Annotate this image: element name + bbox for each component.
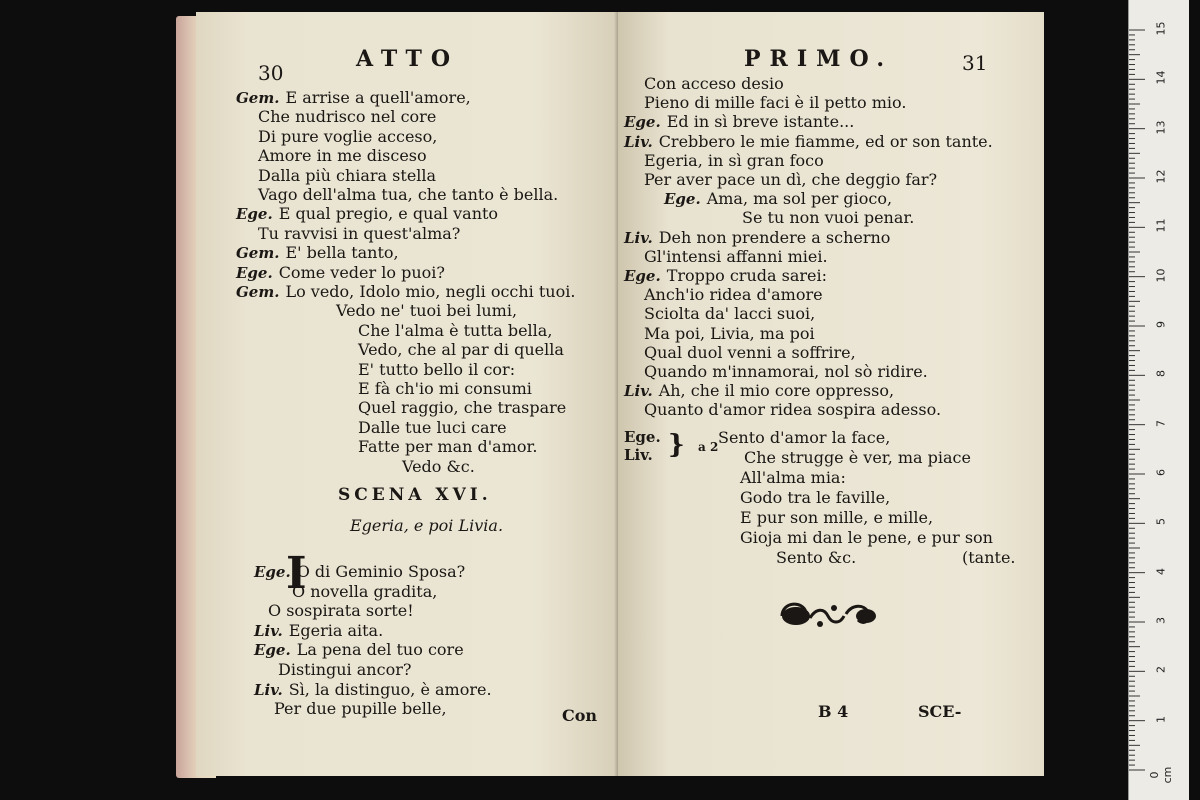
- speaker-label: Ege.: [664, 190, 701, 209]
- right-page-number: 31: [962, 51, 988, 75]
- verse-line: [254, 562, 465, 582]
- verse-text: Vedo ne' tuoi bei lumi,: [336, 301, 518, 321]
- ruler-number: 14: [1154, 70, 1168, 85]
- speaker-label: Ege.: [236, 263, 273, 282]
- duet-line: Sento &c.: [776, 548, 857, 567]
- duet-speaker-1: Ege.: [624, 428, 661, 446]
- verse-line: [254, 621, 383, 641]
- right-running-head: PRIMO.: [744, 46, 894, 72]
- verse-text: Crebbero le mie fiamme, ed or son tante.: [658, 131, 993, 151]
- verse-line: [236, 437, 537, 456]
- verse-text: Quanto d'amor ridea sospira adesso.: [644, 400, 942, 420]
- verse-line: [644, 304, 815, 323]
- speaker-label: Liv.: [624, 228, 653, 247]
- speaker-label: Ege.: [624, 267, 661, 285]
- verse-text: E' bella tanto,: [285, 243, 399, 263]
- speaker-label: Liv.: [624, 132, 653, 151]
- ruler-number: 11: [1154, 218, 1168, 233]
- verse-line: [236, 301, 517, 320]
- verse-line: [236, 107, 436, 126]
- ruler-number: 6: [1154, 469, 1168, 476]
- verse-text: Se tu non vuoi penar.: [742, 208, 915, 228]
- scene-subtitle: Egeria, e poi Livia.: [350, 516, 504, 535]
- verse-text: Gl'intensi affanni miei.: [644, 246, 828, 266]
- duet-speaker-2: Liv.: [624, 446, 653, 464]
- verse-line: [278, 660, 411, 679]
- verse-line: [236, 457, 475, 476]
- verse-text: Lo vedo, Idolo mio, negli occhi tuoi.: [285, 282, 576, 301]
- duet-line: All'alma mia:: [740, 468, 846, 487]
- speaker-label: Liv.: [624, 382, 653, 401]
- verse-line: [624, 132, 993, 152]
- ruler-number: 1: [1154, 715, 1168, 723]
- verse-text: Qual duol venni a soffrire,: [644, 342, 856, 362]
- speaker-label: Ege.: [624, 113, 661, 132]
- verse-text: Ama, ma sol per gioco,: [706, 189, 893, 209]
- verse-text: Ed in sì breve istante...: [666, 112, 855, 132]
- verse-line: [236, 321, 552, 340]
- verse-line: [236, 263, 445, 283]
- verse-line: [624, 381, 894, 401]
- verse-line: [236, 185, 558, 204]
- verse-line: [644, 170, 937, 189]
- duet-line: Gioja mi dan le pene, e pur son: [740, 528, 993, 547]
- duet-marker: a 2: [698, 440, 719, 454]
- verse-text: Che nudrisco nel core: [258, 107, 437, 127]
- duet-brace: }: [668, 430, 685, 460]
- signature-mark: B 4: [818, 702, 849, 721]
- verse-text: Dalla più chiara stella: [258, 165, 437, 185]
- speaker-label: Ege.: [254, 563, 291, 581]
- speaker-label: Ege.: [254, 641, 291, 660]
- verse-line: [236, 88, 471, 108]
- verse-text: Con acceso desio: [644, 74, 784, 93]
- left-page: [196, 12, 618, 776]
- duet-line: Godo tra le faville,: [740, 488, 891, 507]
- ruler-number: 7: [1154, 419, 1168, 427]
- ruler-number: 0 cm: [1148, 766, 1174, 784]
- verse-text: Come veder lo puoi?: [278, 262, 445, 282]
- verse-text: E' tutto bello il cor:: [358, 359, 516, 379]
- ruler-number: 3: [1154, 617, 1168, 624]
- verse-text: Amore in me disceso: [258, 146, 427, 166]
- right-catchword: SCE-: [918, 702, 962, 721]
- verse-line: [644, 400, 941, 419]
- ruler-number: 13: [1154, 120, 1168, 135]
- verse-line: [236, 127, 437, 146]
- ruler-number: 5: [1154, 518, 1168, 526]
- speaker-label: Ege.: [236, 205, 273, 224]
- verse-text: La pena del tuo core: [296, 640, 464, 660]
- printers-ornament-icon: [774, 594, 884, 634]
- verse-text: Vedo, che al par di quella: [358, 340, 564, 360]
- verse-text: Sciolta da' lacci suoi,: [644, 304, 816, 324]
- verse-text: Pieno di mille faci è il petto mio.: [644, 93, 907, 113]
- verse-text: Tu ravvisi in quest'alma?: [258, 223, 461, 243]
- ruler-number: 12: [1154, 169, 1168, 184]
- verse-text: Troppo cruda sarei:: [666, 266, 827, 285]
- verse-text: Deh non prendere a scherno: [658, 227, 891, 247]
- verse-line: [236, 224, 460, 243]
- verse-line: [624, 112, 854, 132]
- verse-text: Ma poi, Livia, ma poi: [644, 323, 815, 343]
- verse-line: [236, 204, 498, 224]
- verse-line: [236, 166, 436, 185]
- verse-text: Che l'alma è tutta bella,: [358, 320, 553, 340]
- speaker-label: Gem.: [236, 244, 280, 263]
- drop-cap: I: [286, 548, 307, 599]
- verse-line: [236, 418, 507, 437]
- left-catchword: Con: [562, 706, 598, 725]
- verse-line: [292, 582, 437, 601]
- ruler-number: 8: [1154, 370, 1168, 378]
- speaker-label: Liv.: [254, 621, 283, 640]
- ruler-number: 9: [1154, 321, 1168, 328]
- open-book: [176, 12, 1048, 780]
- verse-line: [644, 151, 824, 170]
- runover-word: (tante.: [962, 548, 1016, 567]
- ruler-number: 15: [1154, 21, 1168, 36]
- speaker-label: Gem.: [236, 89, 280, 107]
- verse-line: [624, 266, 827, 286]
- verse-line: [268, 601, 414, 620]
- verse-text: Vago dell'alma tua, che tanto è bella.: [258, 185, 559, 204]
- verse-text: Sì, la distinguo, è amore.: [288, 679, 492, 699]
- verse-line: [644, 343, 856, 362]
- verse-line: [236, 379, 532, 398]
- left-running-head: ATTO: [356, 46, 459, 72]
- speaker-label: Gem.: [236, 283, 280, 301]
- verse-line: [742, 208, 914, 227]
- ruler-number: 4: [1154, 567, 1168, 575]
- duet-line: Che strugge è ver, ma piace: [744, 448, 971, 467]
- verse-line: [664, 189, 892, 209]
- verse-text: Quando m'innamorai, nol sò ridire.: [644, 362, 928, 381]
- duet-line: E pur son mille, e mille,: [740, 508, 934, 527]
- verse-text: O sospirata sorte!: [268, 601, 414, 621]
- verse-line: [236, 282, 575, 302]
- duet-line: Sento d'amor la face,: [718, 428, 891, 447]
- verse-text: Distingui ancor?: [278, 660, 412, 679]
- left-page-number: 30: [258, 61, 284, 85]
- ruler-number: 2: [1154, 666, 1168, 674]
- verse-text: O novella gradita,: [292, 581, 438, 601]
- verse-text: Vedo &c.: [402, 456, 475, 476]
- verse-line: [644, 247, 828, 266]
- measurement-ruler: [1128, 0, 1189, 800]
- verse-text: Ah, che il mio core oppresso,: [658, 381, 895, 401]
- verse-line: [236, 146, 427, 165]
- verse-text: Di pure voglie acceso,: [258, 126, 438, 146]
- verse-text: Fatte per man d'amor.: [358, 437, 538, 457]
- verse-text: Dalle tue luci care: [358, 417, 507, 437]
- verse-text: E qual pregio, e qual vanto: [278, 204, 499, 224]
- verse-line: [644, 285, 823, 304]
- verse-line: [236, 340, 564, 359]
- verse-text: E arrise a quell'amore,: [285, 88, 471, 107]
- verse-line: [644, 74, 784, 93]
- verse-line: [254, 640, 464, 660]
- right-page: [618, 12, 1044, 776]
- verse-line: [236, 360, 515, 379]
- verse-text: Anch'io ridea d'amore: [644, 285, 823, 305]
- verse-line: [644, 324, 815, 343]
- verse-line: [236, 243, 399, 263]
- verse-line: [254, 680, 492, 700]
- speaker-label: Liv.: [254, 680, 283, 699]
- verse-text: Egeria, in sì gran foco: [644, 150, 824, 170]
- verse-line: [274, 699, 447, 718]
- verse-text: Per aver pace un dì, che deggio far?: [644, 170, 938, 189]
- scene-title: SCENA XVI.: [338, 485, 492, 505]
- verse-text: Quel raggio, che traspare: [358, 398, 567, 418]
- ruler-number: 10: [1154, 268, 1168, 283]
- verse-text: E fà ch'io mi consumi: [358, 379, 532, 398]
- verse-text: O di Geminio Sposa?: [296, 562, 466, 581]
- verse-line: [644, 362, 928, 381]
- verse-line: [644, 93, 906, 112]
- verse-text: Egeria aita.: [288, 620, 384, 640]
- verse-line: [236, 398, 566, 417]
- verse-line: [624, 228, 890, 248]
- verse-text: Per due pupille belle,: [274, 699, 447, 719]
